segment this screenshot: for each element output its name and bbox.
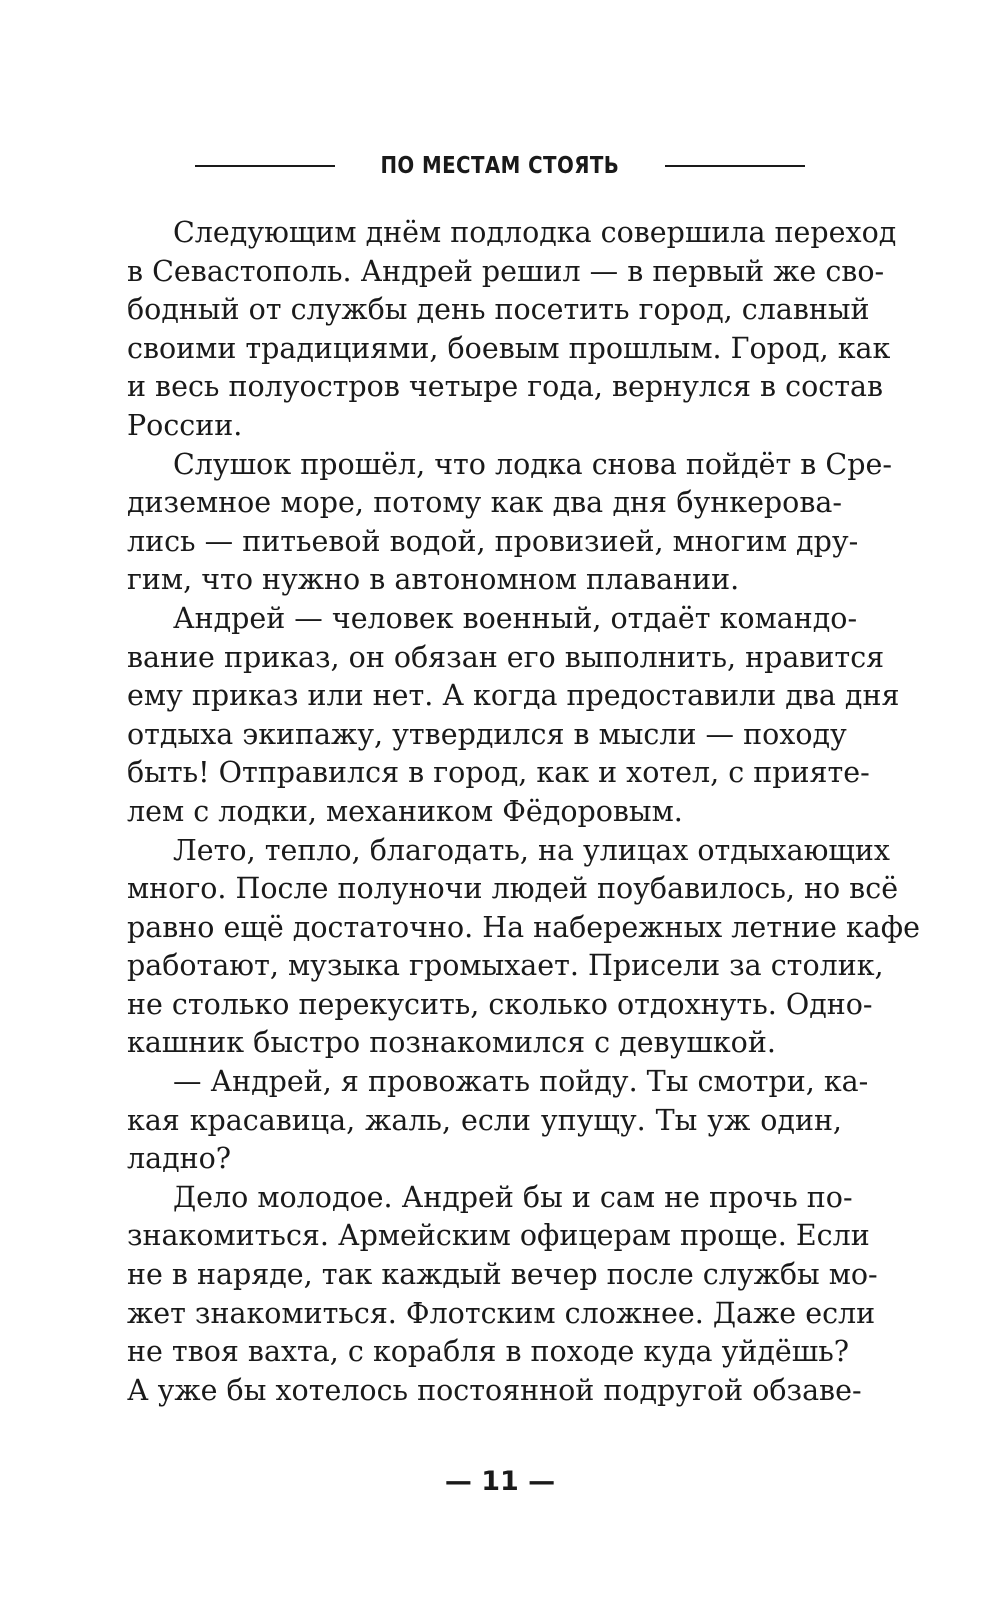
running-head-rule-left: [195, 165, 335, 167]
text-line: Слушок прошёл, что лодка снова пойдёт в Сре-: [173, 447, 892, 481]
text-line: лись — питьевой водой, провизией, многим дру-: [127, 524, 859, 558]
text-line: ему приказ или нет. А когда предоставили два дня: [127, 679, 900, 713]
running-head: [0, 146, 1000, 186]
text-line: жет знакомиться. Флотским сложнее. Даже если: [127, 1296, 876, 1330]
text-line: отдыха экипажу, утвердился в мысли — походу: [127, 717, 847, 751]
text-line: Дело молодое. Андрей бы и сам не прочь по-: [173, 1180, 853, 1214]
text-line: вание приказ, он обязан его выполнить, нравится: [127, 640, 885, 674]
text-line: Андрей — человек военный, отдаёт командо-: [173, 601, 858, 635]
text-line: диземное море, потому как два дня бункерова-: [127, 486, 842, 520]
text-line: не твоя вахта, с корабля в походе куда уйдёшь?: [127, 1335, 850, 1369]
text-line: не столько перекусить, сколько отдохнуть. Одно-: [127, 987, 873, 1021]
running-head-rule-right: [665, 165, 805, 167]
text-line: лем с лодки, механиком Фёдоровым.: [127, 794, 683, 828]
paragraph: [127, 832, 920, 1064]
text-line: много. После полуночи людей поубавилось, но всё: [127, 872, 899, 906]
text-line: знакомиться. Армейским офицерам проще. Если: [127, 1219, 870, 1253]
page-number: — 11 —: [444, 1466, 556, 1497]
paragraph: [127, 214, 897, 446]
body-text: [127, 214, 920, 1410]
text-line: — Андрей, я провожать пойду. Ты смотри, ка-: [173, 1065, 869, 1099]
text-line: гим, что нужно в автономном плавании.: [127, 563, 740, 597]
text-line: бодный от службы день посетить город, славный: [127, 293, 870, 327]
text-line: кая красавица, жаль, если упущу. Ты уж один,: [127, 1103, 842, 1137]
text-line: А уже бы хотелось постоянной подругой обзаве-: [127, 1373, 862, 1407]
text-line: России.: [127, 408, 243, 442]
paragraph: [127, 600, 900, 832]
paragraph: [127, 446, 892, 600]
text-line: и весь полуостров четыре года, вернулся в состав: [127, 370, 884, 404]
text-line: работают, музыка громыхает. Присели за столик,: [127, 949, 884, 983]
text-line: кашник быстро познакомился с девушкой.: [127, 1026, 776, 1060]
paragraph: [127, 1179, 878, 1411]
paragraph: [127, 1063, 869, 1179]
text-line: равно ещё достаточно. На набережных летние кафе: [127, 910, 920, 944]
text-line: не в наряде, так каждый вечер после службы мо-: [127, 1258, 878, 1292]
text-line: ладно?: [127, 1142, 232, 1176]
running-head-title: ПО МЕСТАМ СТОЯТЬ: [380, 153, 620, 179]
text-line: своими традициями, боевым прошлым. Город, как: [127, 331, 891, 365]
text-line: Следующим днём подлодка совершила переход: [173, 216, 897, 249]
text-line: в Севастополь. Андрей решил — в первый же сво-: [127, 254, 885, 288]
text-line: Лето, тепло, благодать, на улицах отдыхающих: [173, 833, 890, 867]
text-line: быть! Отправился в город, как и хотел, с прияте-: [127, 756, 870, 790]
